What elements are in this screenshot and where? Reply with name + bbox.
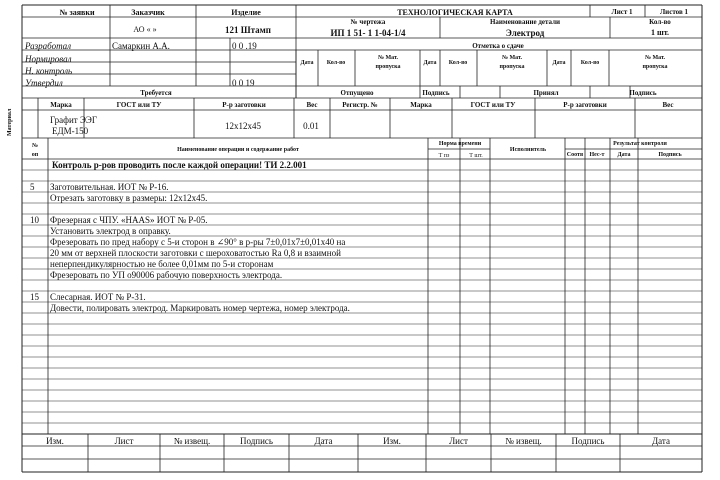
footer-col-0: Изм. [46,436,64,446]
op-text: Контроль р-ров проводить после каждой операции! ТИ 2.2.001 [52,160,307,170]
required-label: Требуется [140,89,172,97]
customer-label: Заказчик [131,8,165,17]
material-col-8: Вес [662,101,674,109]
footer-col-4: Дата [314,436,333,446]
footer-col-8: Подпись [571,436,605,446]
material-col-2: Р-р заготовки [222,101,266,109]
material-grade: Графит ЭЭГ [50,115,98,125]
sheets-label: Листов 1 [659,8,689,16]
transfer-col-1: Кол-во [326,60,346,66]
developed-name: Самаркин А.А. [112,41,170,51]
op-text: Отрезать заготовку в размеры: 12х12х45. [50,193,208,203]
op-text: неперпендикулярностью не более 0,01мм по 5-и сторонам [50,259,274,269]
material-col-1: ГОСТ или ТУ [116,101,162,109]
control-col-2: Дата [617,152,631,158]
op-text: Фрезерная с ЧПУ. «HAAS» ИОТ № Р-05. [50,215,208,225]
drawing-no-value: ИП 1 51- 1 1-04-1/4 [330,28,406,38]
control-col-3: Подпись [658,152,682,158]
transfer-col-permit-2: пропуска [375,64,401,70]
transfer-col-permit-2: пропуска [499,64,525,70]
part-name-label: Наименование детали [489,18,561,26]
footer-col-5: Изм. [383,436,401,446]
control-col-1: Нес-т [589,152,605,158]
op-text: Слесарная. ИОТ № Р-31. [50,292,146,302]
transfer-title: Отметка о сдаче [472,42,524,50]
transfer-col-6: Дата [552,60,566,66]
transfer-col-permit-2: пропуска [642,64,668,70]
normcontrol-label: Нормировал [25,54,72,64]
op-text: Заготовительная. ИОТ № Р-16. [50,182,169,192]
op-text: 20 мм от верхней плоскости заготовки с шероховатостью Ra 0,8 и взаимной [50,248,341,258]
op-text: Фрезеровать по УП о90006 рабочую поверхность электрода. [50,270,283,280]
material-col-0: Марка [50,101,72,109]
material-blank-size: 12х12х45 [225,121,261,131]
approved-date: 0 0 19 [232,78,255,88]
qty-label: Кол-во [649,18,671,26]
transfer-col-3: Дата [423,60,437,66]
drawing-no-label: № чертежа [350,18,386,26]
op-number: 10 [30,215,39,225]
material-col-3: Вес [306,101,318,109]
footer-col-6: Лист [449,436,468,446]
ncontrol-label: Н. контроль [25,66,73,76]
op-text: Фрезеровать по пред набору с 5-и сторон в ∠90° в р-ры 7±0,01х7±0,01х40 на [50,237,346,247]
card-title: ТЕХНОЛОГИЧЕСКАЯ КАРТА [397,8,513,17]
op-text: Довести, полировать электрод. Маркировать номер чертежа, номер электрода. [50,303,350,313]
qty-value: 1 шт. [650,28,670,37]
footer-col-1: Лист [114,436,134,446]
developed-date: 0 0 .19 [232,41,257,51]
product-value: 121 Штамп [225,25,271,35]
accept-signature-label: Подпись [629,89,657,97]
product-label: Изделие [231,8,261,17]
approved-label: Утвердил [25,78,63,88]
material-col-7: Р-р заготовки [563,101,607,109]
t-sht-label: Т шт. [469,153,483,159]
footer-col-7: № извещ. [505,436,542,446]
transfer-col-4: Кол-во [448,60,468,66]
transfer-col-permit: № Мат. [501,55,523,61]
time-norm-label: Норма времени [438,141,482,147]
footer-col-3: Подпись [239,436,274,446]
op-no-label: № [31,143,39,149]
developed-label: Разработал [25,41,72,51]
footer-col-2: № извещ. [173,436,211,446]
transfer-col-0: Дата [300,60,314,66]
t-pz-label: Т пз [438,153,450,159]
op-number: 15 [30,292,39,302]
material-col-5: Марка [410,101,432,109]
control-col-0: Соотв [566,152,584,158]
control-result-label: Результат контроля [613,141,667,147]
transfer-col-7: Кол-во [580,60,600,66]
op-number: 5 [30,182,35,192]
customer-value: АО « » [133,25,157,34]
executor-label: Исполнитель [509,147,547,153]
material-side-label: Материал [7,108,13,136]
material-weight: 0.01 [303,121,319,131]
accepted-label: Принял [533,89,559,97]
transfer-col-permit: № Мат. [377,55,399,61]
request-no-label: № заявки [59,8,95,17]
released-label: Отпущено [340,89,374,97]
op-label: оп [31,152,39,158]
material-col-6: ГОСТ или ТУ [470,101,516,109]
material-grade-2: ЕДМ-150 [52,126,89,136]
footer-col-9: Дата [652,436,670,446]
release-signature-label: Подпись [422,89,450,97]
transfer-col-permit: № Мат. [644,55,666,61]
part-name-value: Электрод [505,28,545,38]
op-text: Установить электрод в оправку. [50,226,171,236]
sheet-label: Лист 1 [611,8,633,16]
material-col-4: Регистр. № [342,101,378,109]
op-name-label: Наименование операции и содержание работ [177,147,299,153]
